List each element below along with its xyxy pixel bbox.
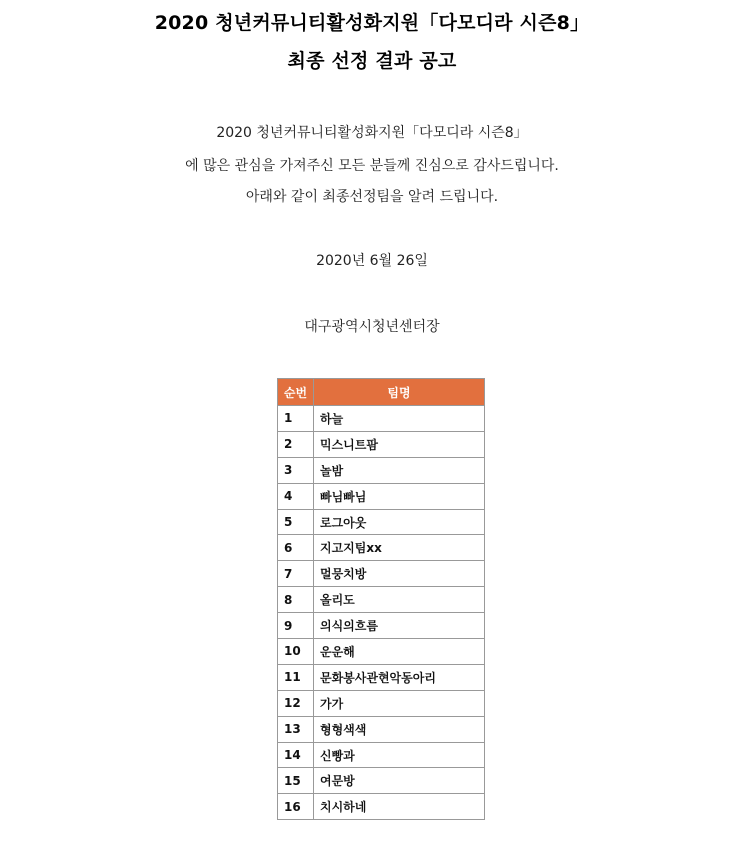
table-row <box>278 664 485 690</box>
team-name: 여문방 <box>314 768 485 794</box>
team-name: 빠님빠님 <box>314 483 485 509</box>
team-name: 가가 <box>314 690 485 716</box>
team-name: 믹스니트팜 <box>314 431 485 457</box>
row-number: 11 <box>278 664 314 690</box>
row-number: 9 <box>278 613 314 639</box>
table-row <box>278 794 485 820</box>
team-name: 문화봉사관현악동아리 <box>314 664 485 690</box>
table-row <box>278 587 485 613</box>
row-number: 7 <box>278 561 314 587</box>
row-number: 6 <box>278 535 314 561</box>
table-row <box>278 406 485 432</box>
team-name: 로그아웃 <box>314 509 485 535</box>
team-name: 형형색색 <box>314 716 485 742</box>
team-name: 신빵과 <box>314 742 485 768</box>
row-number: 16 <box>278 794 314 820</box>
table-row <box>278 742 485 768</box>
notice-signer: 대구광역시청년센터장 <box>304 319 440 335</box>
table-row <box>278 768 485 794</box>
notice-body-line-3: 아래와 같이 최종선정팀을 알려 드립니다. <box>245 189 499 205</box>
notice-date: 2020년 6월 26일 <box>316 253 428 269</box>
row-number: 1 <box>278 406 314 432</box>
team-name: 하늘 <box>314 406 485 432</box>
table-row <box>278 561 485 587</box>
selected-teams-table <box>277 378 485 820</box>
notice-title-line-2: 최종 선정 결과 공고 <box>287 50 457 72</box>
team-name: 운운해 <box>314 639 485 665</box>
table-row <box>278 431 485 457</box>
notice-title-line-1: 2020 청년커뮤니티활성화지원「다모디라 시즌8」 <box>154 12 590 34</box>
row-number: 15 <box>278 768 314 794</box>
column-header-team-name: 팀명 <box>314 379 485 406</box>
table-header-row <box>278 379 485 406</box>
table-row <box>278 483 485 509</box>
team-name: 올리도 <box>314 587 485 613</box>
row-number: 4 <box>278 483 314 509</box>
table-row <box>278 613 485 639</box>
row-number: 3 <box>278 457 314 483</box>
table-row <box>278 457 485 483</box>
table-row <box>278 716 485 742</box>
team-name: 치시하네 <box>314 794 485 820</box>
row-number: 12 <box>278 690 314 716</box>
team-name: 의식의흐름 <box>314 613 485 639</box>
notice-body-line-1: 2020 청년커뮤니티활성화지원「다모디라 시즌8」 <box>216 125 528 141</box>
table-row <box>278 690 485 716</box>
notice-body-line-2: 에 많은 관심을 가져주신 모든 분들께 진심으로 감사드립니다. <box>185 158 559 174</box>
row-number: 10 <box>278 639 314 665</box>
row-number: 5 <box>278 509 314 535</box>
row-number: 2 <box>278 431 314 457</box>
column-header-number: 순번 <box>278 379 314 406</box>
team-name: 지고지팀xx <box>314 535 485 561</box>
row-number: 8 <box>278 587 314 613</box>
team-name: 놀밤 <box>314 457 485 483</box>
table-row <box>278 535 485 561</box>
row-number: 14 <box>278 742 314 768</box>
table-row <box>278 639 485 665</box>
team-name: 멀뭉치방 <box>314 561 485 587</box>
row-number: 13 <box>278 716 314 742</box>
table-row <box>278 509 485 535</box>
